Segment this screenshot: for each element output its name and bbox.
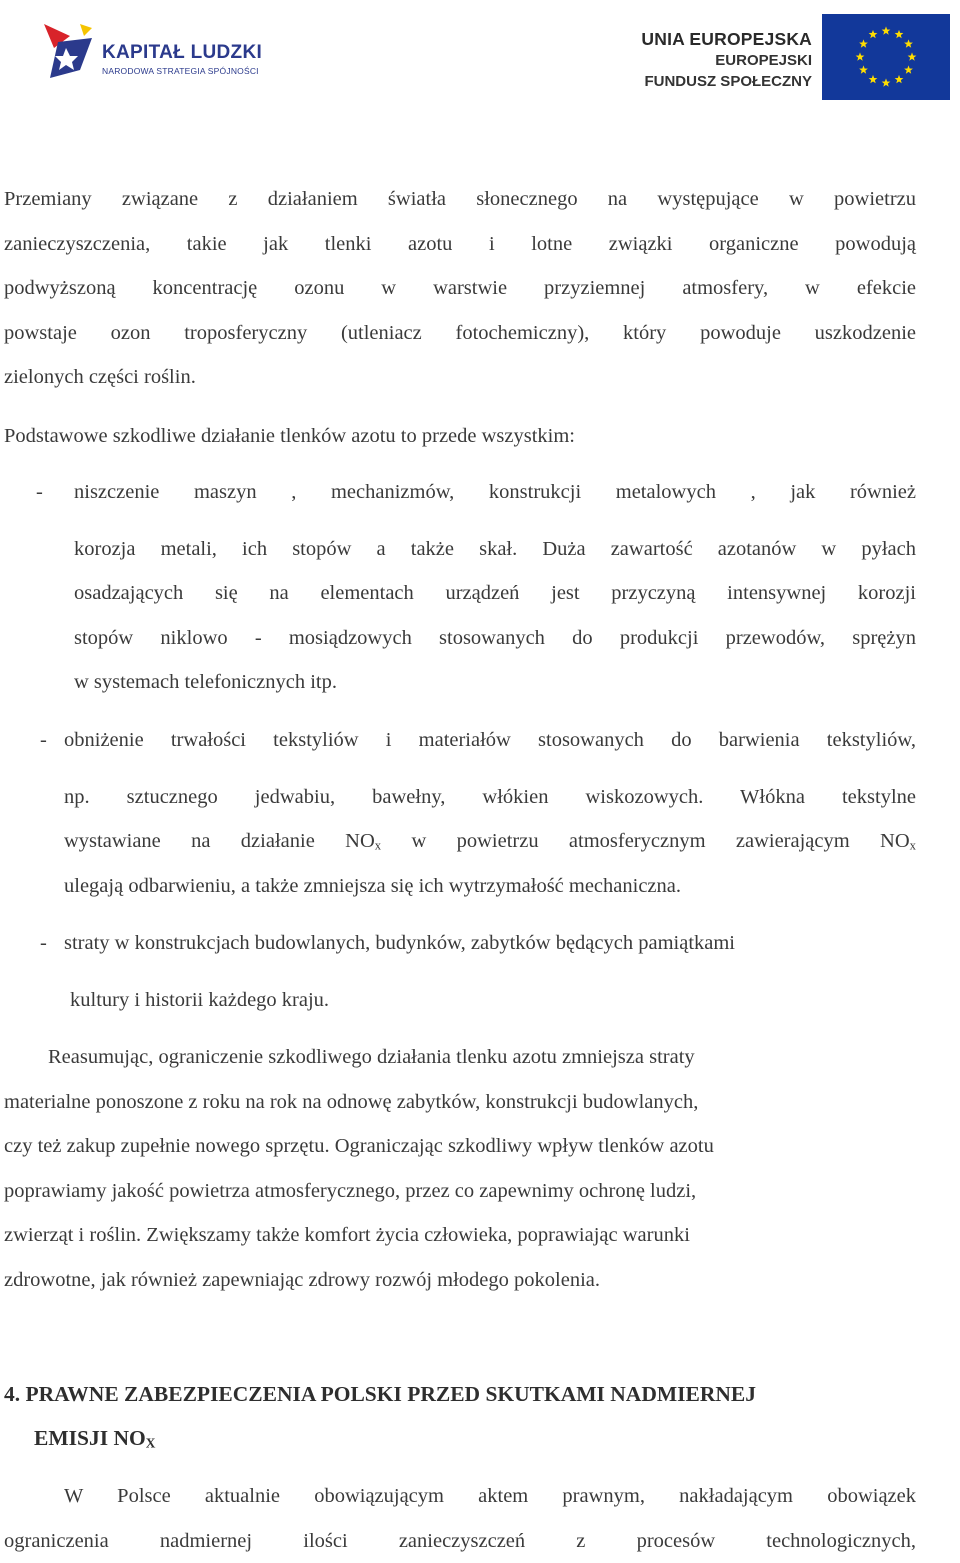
text-line: materialne ponoszone z roku na rok na odnowę zabytków, konstrukcji budowlanych, xyxy=(4,1080,916,1125)
logo-title: KAPITAŁ LUDZKI xyxy=(102,42,262,64)
text-line: zwierząt i roślin. Zwiększamy także komfort życia człowieka, poprawiając warunki xyxy=(4,1213,916,1258)
text-line: niszczenie maszyn , mechanizmów, konstrukcji metalowych , jak również xyxy=(74,470,916,515)
eu-flag-icon xyxy=(822,14,950,100)
bullet-dash: - xyxy=(40,718,47,763)
heading-line: 4. PRAWNE ZABEZPIECZENIA POLSKI PRZED SKUTKAMI NADMIERNEJ xyxy=(4,1372,756,1416)
text-line: zdrowotne, jak również zapewniając zdrowy rozwój młodego pokolenia. xyxy=(4,1258,916,1303)
kapital-ludzki-logo xyxy=(40,18,270,88)
logo-subtitle: NARODOWA STRATEGIA SPÓJNOŚCI xyxy=(102,66,259,76)
text-line: W Polsce aktualnie obowiązującym aktem prawnym, nakładającym obowiązek xyxy=(4,1474,916,1519)
eu-line-1: UNIA EUROPEJSKA xyxy=(641,28,812,50)
subscript: x xyxy=(375,839,381,853)
paragraph-effects-intro xyxy=(4,414,916,459)
subscript: x xyxy=(910,839,916,853)
text-line: podwyższoną koncentrację ozonu w warstwie przyziemnej atmosfery, w efekcie xyxy=(4,266,916,311)
text-line: Podstawowe szkodliwe działanie tlenków azotu to przede wszystkim: xyxy=(4,414,916,459)
text-line: straty w konstrukcjach budowlanych, budynków, zabytków będących pamiątkami xyxy=(64,921,916,966)
text-line: poprawiamy jakość powietrza atmosferycznego, przez co zapewnimy ochronę ludzi, xyxy=(4,1169,916,1214)
text-segment: w powietrzu atmosferycznym zawierającym NO xyxy=(381,830,910,852)
text-line: zielonych części roślin. xyxy=(4,355,916,400)
paragraph-legal xyxy=(4,1474,916,1563)
text-line: ograniczenia nadmiernej ilości zanieczyszczeń z procesów technologicznych, xyxy=(4,1519,916,1563)
text-line: kultury i historii każdego kraju. xyxy=(64,978,916,1023)
text-line: w systemach telefonicznych itp. xyxy=(74,660,916,705)
text-line: osadzających się na elementach urządzeń jest przyczyną intensywnej korozji xyxy=(74,571,916,616)
eu-line-3: FUNDUSZ SPOŁECZNY xyxy=(641,71,812,92)
eu-text-block xyxy=(641,28,812,92)
heading-segment: EMISJI NO xyxy=(34,1426,146,1450)
text-line: ulegają odbarwieniu, a także zmniejsza się ich wytrzymałość mechaniczna. xyxy=(64,864,916,909)
eu-logo xyxy=(622,14,950,104)
text-line: Przemiany związane z działaniem światła słonecznego na występujące w powietrzu xyxy=(4,177,916,222)
bullet-dash: - xyxy=(36,470,43,515)
paragraph-summary xyxy=(4,1035,916,1302)
paragraph-intro xyxy=(4,177,916,400)
text-line: Reasumując, ograniczenie szkodliwego działania tlenku azotu zmniejsza straty xyxy=(4,1035,916,1080)
text-line: stopów niklowo - mosiądzowych stosowanych do produkcji przewodów, sprężyn xyxy=(74,616,916,661)
text-line: np. sztucznego jedwabiu, bawełny, włókien wiskozowych. Włókna tekstylne xyxy=(64,775,916,820)
text-segment: wystawiane na działanie NO xyxy=(64,830,375,852)
text-line: powstaje ozon troposferyczny (utleniacz fotochemiczny), który powoduje uszkodzenie xyxy=(4,311,916,356)
text-line: obniżenie trwałości tekstyliów i materiałów stosowanych do barwienia tekstyliów, xyxy=(64,718,916,763)
text-line: czy też zakup zupełnie nowego sprzętu. Ograniczając szkodliwy wpływ tlenków azotu xyxy=(4,1124,916,1169)
kapital-ludzki-emblem-icon xyxy=(40,18,96,84)
text-line: korozja metali, ich stopów a także skał. Duża zawartość azotanów w pyłach xyxy=(74,527,916,572)
text-line: zanieczyszczenia, takie jak tlenki azotu i lotne związki organiczne powodują xyxy=(4,222,916,267)
eu-line-2: EUROPEJSKI xyxy=(641,50,812,71)
text-line-nox xyxy=(64,819,916,864)
bullet-dash: - xyxy=(40,921,47,966)
section-heading xyxy=(4,1372,756,1460)
heading-line xyxy=(4,1416,756,1460)
subscript: X xyxy=(146,1436,156,1451)
